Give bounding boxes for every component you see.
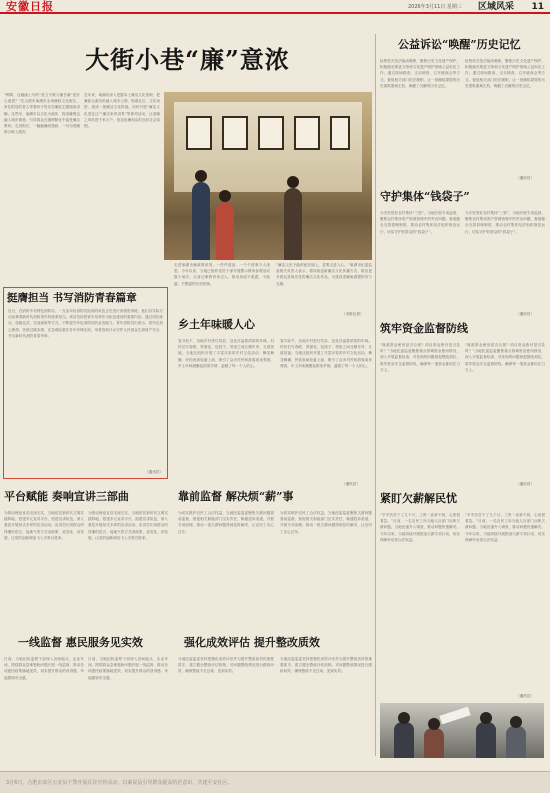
main-credit: （本报记者） <box>342 312 364 316</box>
boxed-article <box>3 287 168 479</box>
yixian-body-continued: 日前，当地纪检监察干部深入田间地头、企业车间，围绕群众急难愁盼问题开展一线监督，推动各项惠民政策落地见效，切实提升群众的获得感、幸福感和安全感。 <box>88 657 168 680</box>
issue-date: 2026年3月11日 星期三 <box>408 4 462 10</box>
main-column-1: “鸭鸭，这幅画上写的“爱立不欺与廉吾谦”是什么意思？”在合肥市巢湖市金汤廉政文化街区，家住附近的老人带着孙子驻足在廉政主题墙前讲解。这些年，巢湖市以文化为载体，将清廉理念融入城市街巷，引导群众在潜移默化中接受廉洁教育。走进街区，一幅幅廉政漫画、一句句清廉格言映入眼帘。 <box>4 93 80 135</box>
zhuolao-body-continued: “财政资金使用是否合规？项目资金拨付是否及时？”当地纪委监委聚焦重点领域资金使用情况，深入开展监督检查，对发现的问题督促整改到位，筑牢资金安全监督防线，确保每一笔资金都用在刀刃上。 <box>465 343 545 372</box>
xiangcun-headline: 乡土年味暖人心 <box>178 318 255 331</box>
photo-frame <box>186 116 212 150</box>
photo-person <box>424 728 444 758</box>
photo-frame <box>294 116 320 150</box>
page-number: 11 <box>531 2 544 12</box>
main-column-3: 走进巢湖市廉政教育馆，一件件展品、一个个故事令人深思。今年以来，当地已组织党员干部开展警示教育参观活动数十场次，以身边事教育身边人，推动形成不敢腐、不能腐、不想腐的长效机制。 <box>174 263 270 286</box>
gongyi-headline: 公益诉讼“唤醒”历史记忆 <box>398 38 521 51</box>
jinda-body-continued: “辛辛苦苦干了几个月，工资一直拿不到，心里很着急。”日前，一名农民工向当地人社部门反映欠薪问题。当地迅速介入调查，推动问题快速解决。今年以来，当地持续开展根治欠薪专项行动，切实保障劳动者合法权益。 <box>465 513 545 542</box>
zhuolao-body: “财政资金使用是否合规？项目资金拨付是否及时？”当地纪委监委聚焦重点领域资金使用情况，深入开展监督检查，对发现的问题督促整改到位，筑牢资金安全监督防线，确保每一笔资金都用在刀刃上。 <box>380 343 460 372</box>
kaoqian-body-continued: 为切实维护农民工合法权益，当地纪委监委聚焦欠薪问题靠前监督，督促相关职能部门压实责任，畅通投诉渠道，开展专项治理，推动一批欠薪问题得到及时解决，让农民工安心过年。 <box>280 511 372 534</box>
xiangcun-body-continued: 春节前夕，各地乡村张灯结彩、处处洋溢着浓浓的年味。村民们写春联、剪窗花、包饺子，邻里之间互赠年货、互道祝福。当地还组织开展了丰富多彩的乡村文化活动，舞龙舞狮、民俗表演轮番上演，吸引了众多村民和游客前来观看。乡土年味凝聚起浓浓乡情，温暖了每一个人的心。 <box>280 339 372 368</box>
qianghua-body: 当地纪委监委坚持把强化成效评估作为提升整改质效的重要抓手，建立健全整改评估机制，对问题整改情况进行跟踪问效，确保整改不走过场、见到实效。 <box>178 657 274 674</box>
photo-person <box>506 726 526 758</box>
boxed-article-headline: 挺膺担当 书写消防青春篇章 <box>7 292 137 304</box>
zhuolao-credit: （通讯员） <box>516 482 534 486</box>
gongyi-body: 检察机关依法能动履职，聚焦历史文化遗产保护，积极稳妥推进文物和文化遗产保护领域公益诉讼工作。通过现场勘查、走访调查、召开磋商会等方式，督促相关部门依法履职，让一批濒临损毁的历史建筑重焕生机，唤醒了沉睡的历史记忆。 <box>380 59 460 88</box>
main-photo <box>164 92 372 260</box>
kaoqian-body: 为切实维护农民工合法权益，当地纪委监委聚焦欠薪问题靠前监督，督促相关职能部门压实责任，畅通投诉渠道，开展专项治理，推动一批欠薪问题得到及时解决，让农民工安心过年。 <box>178 511 274 534</box>
shouhu-headline: 守护集体“钱袋子” <box>380 190 470 203</box>
newspaper-logo: 安徽日报 <box>6 0 54 13</box>
photo-person <box>284 188 302 260</box>
photo-person <box>476 722 496 758</box>
pingtai-body: 为推动理论宣讲走深走实，当地依托新时代文明实践阵地，搭建多元宣讲平台，组建宣讲队伍，深入基层开展形式多样的宣讲活动。宣讲员们用群众听得懂的语言、接地气的方式讲政策、说变化、谈发展，让党的创新理论飞入寻常百姓家。 <box>4 511 84 540</box>
pingtai-body-continued: 为推动理论宣讲走深走实，当地依托新时代文明实践阵地，搭建多元宣讲平台，组建宣讲队伍，深入基层开展形式多样的宣讲活动。宣讲员们用群众听得懂的语言、接地气的方式讲政策、说变化、谈发展，让党的创新理论飞入寻常百姓家。 <box>88 511 168 540</box>
jinda-body: “辛辛苦苦干了几个月，工资一直拿不到，心里很着急。”日前，一名农民工向当地人社部门反映欠薪问题。当地迅速介入调查，推动问题快速解决。今年以来，当地持续开展根治欠薪专项行动，切实保障劳动者合法权益。 <box>380 513 460 542</box>
photo-frame <box>330 116 350 150</box>
kaoqian-headline: 靠前监督 解决烦“薪”事 <box>178 490 294 503</box>
gongyi-credit: （通讯员） <box>516 176 534 180</box>
xiangcun-credit: （通讯员） <box>342 482 360 486</box>
gongyi-body-continued: 检察机关依法能动履职，聚焦历史文化遗产保护，积极稳妥推进文物和文化遗产保护领域公益诉讼工作。通过现场勘查、走访调查、召开磋商会等方式，督促相关部门依法履职，让一批濒临损毁的历史建筑重焕生机，唤醒了沉睡的历史记忆。 <box>465 59 545 88</box>
shouhu-body: 为守好管好农村集体“三资”，当地开展专项监督，聚焦农村集体资产资源管理中的突出问题，督促健全完善管理制度，推动农村集体经济组织规范运行，切实守护好群众的“钱袋子”。 <box>380 211 460 234</box>
footer-caption: 3月6日，合肥市某区公安局干警开展反诈宣传活动，以案说法引导群众提高防范意识，共建平安社区。 <box>6 780 233 786</box>
qianghua-headline: 强化成效评估 提升整改质效 <box>184 636 320 649</box>
qianghua-body-continued: 当地纪委监委坚持把强化成效评估作为提升整改质效的重要抓手，建立健全整改评估机制，对问题整改情况进行跟踪问效，确保整改不走过场、见到实效。 <box>280 657 372 674</box>
bottom-photo <box>380 703 544 758</box>
main-column-4: “廉洁文化不能停留在墙上，更要走进人心。”巢湖市纪委监委相关负责人表示，将持续创新廉洁文化传播方式，推出更多群众喜闻乐见的廉洁文化作品，为建设清廉巢湖提供有力支撑。 <box>276 263 372 286</box>
boxed-article-body: 近日，在消防中央特色消防站，一支由年轻消防员组成的队伍正在进行高强度训练。他们以实际行动诠释着新时代消防青年的使命担当。该站坚持把青年培养作为队伍建设的重要内容，通过岗位练兵、技能比武、实战演练等方式，不断提升年轻消防员的业务能力。青年消防员们表示，将牢记初心使命，苦练过硬本领，在急难险重任务中冲锋在前，用青春和汗水守护人民群众生命财产安全，书写新时代消防青春华章。 <box>8 309 163 338</box>
page-footer <box>0 771 550 793</box>
zhuolao-headline: 筑牢资金监督防线 <box>380 322 468 335</box>
jinda-credit: （通讯员） <box>516 694 534 698</box>
shouhu-body-continued: 为守好管好农村集体“三资”，当地开展专项监督，聚焦农村集体资产资源管理中的突出问题，督促健全完善管理制度，推动农村集体经济组织规范运行，切实守护好群众的“钱袋子”。 <box>465 211 545 234</box>
yixian-body: 日前，当地纪检监察干部深入田间地头、企业车间，围绕群众急难愁盼问题开展一线监督，推动各项惠民政策落地见效，切实提升群众的获得感、幸福感和安全感。 <box>4 657 84 680</box>
xiangcun-body: 春节前夕，各地乡村张灯结彩、处处洋溢着浓浓的年味。村民们写春联、剪窗花、包饺子，邻里之间互赠年货、互道祝福。当地还组织开展了丰富多彩的乡村文化活动，舞龙舞狮、民俗表演轮番上演，吸引了众多村民和游客前来观看。乡土年味凝聚起浓浓乡情，温暖了每一个人的心。 <box>178 339 274 368</box>
yixian-headline: 一线监督 惠民服务见实效 <box>18 636 143 649</box>
main-headline: 大街小巷“廉”意浓 <box>85 46 290 74</box>
pingtai-headline: 平台赋能 奏响宣讲三部曲 <box>4 490 129 503</box>
jinda-headline: 紧盯欠薪解民忧 <box>380 492 457 505</box>
photo-banner <box>439 707 470 725</box>
photo-person <box>192 182 210 260</box>
photo-person <box>216 202 234 260</box>
main-column-2: 近年来，巢湖市深入挖掘本土廉洁文化资源，把廉政元素有机融入城市公园、街道社区、文化场馆，建成一批廉洁文化阵地。同时开展“廉洁文化进社区”“廉洁家风讲堂”等系列活动，让清廉之风吹进千家万户，营造崇廉尚洁的良好社会氛围。 <box>84 93 160 129</box>
photo-frame <box>222 116 248 150</box>
photo-frame <box>258 116 284 150</box>
masthead <box>0 0 550 14</box>
shouhu-credit: （通讯员） <box>516 312 534 316</box>
photo-person <box>394 722 414 758</box>
boxed-article-credit: （通讯员） <box>145 470 163 474</box>
column-divider <box>375 34 376 756</box>
section-name: 区域风采 <box>478 2 515 12</box>
